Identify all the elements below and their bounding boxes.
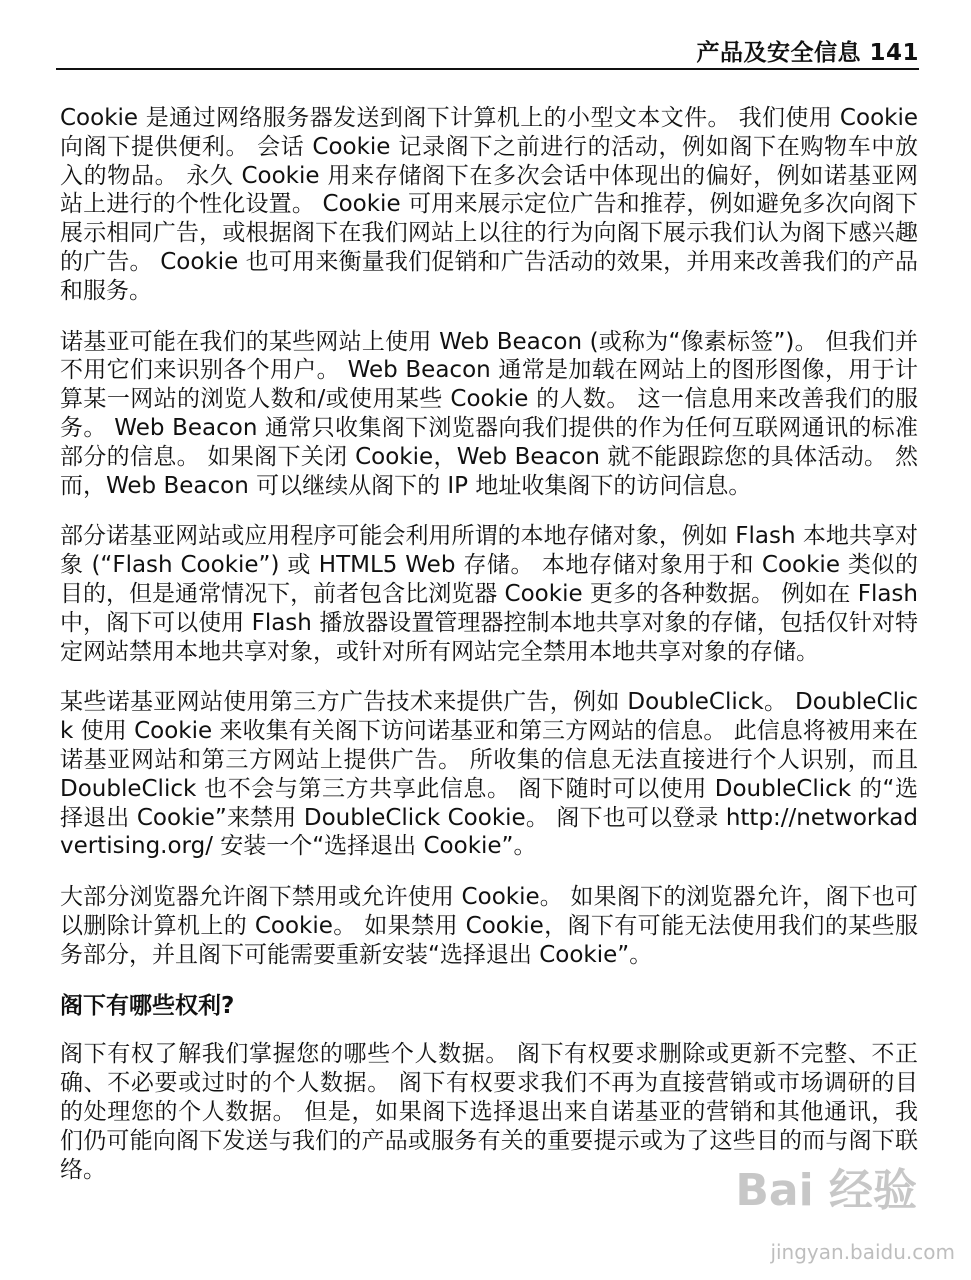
page-header-title: 产品及安全信息 141 [696,40,919,66]
page-header [56,34,919,70]
browser-settings-paragraph: 大部分浏览器允许阁下禁用或允许使用 Cookie。 如果阁下的浏览器允许，阁下也可以删除计算机上的 Cookie。 如果禁用 Cookie，阁下有可能无法使用我们的某些服务部分，并且阁下可能需要重新安装“选择退出 Cookie”。 [60,884,918,968]
page-body [60,104,918,1206]
cookie-paragraph: Cookie 是通过网络服务器发送到阁下计算机上的小型文本文件。 我们使用 Cookie 向阁下提供便利。 会话 Cookie 记录阁下之前进行的活动，例如阁下在购物车中放入的物品。 永久 Cookie 用来存储阁下在多次会话中体现出的偏好，例如诺基亚网站上进行的个性化设置。 Cookie 可用来展示定位广告和推荐，例如避免多次向阁下展示相同广告，或根据阁下在我们网站上以往的行为向阁下展示我们认为阁下感兴趣的广告。 Cookie 也可用来衡量我们促销和广告活动的效果，并用来改善我们的产品和服务。 [60,105,918,304]
local-storage-paragraph: 部分诺基亚网站或应用程序可能会利用所谓的本地存储对象，例如 Flash 本地共享对象 (“Flash Cookie”) 或 HTML5 Web 存储。 本地存储对象用于和 Cookie 类似的目的，但是通常情况下，前者包含比浏览器 Cookie 更多的各种数据。 例如在 Flash 中，阁下可以使用 Flash 播放器设置管理器控制本地共享对象的存储，包括仅针对特定网站禁用本地共享对象，或针对所有网站完全禁用本地共享对象的存储。 [60,523,918,665]
watermark-url: jingyan.baidu.com [770,1240,955,1264]
rights-paragraph: 阁下有权了解我们掌握您的哪些个人数据。 阁下有权要求删除或更新不完整、不正确、不必要或过时的个人数据。 阁下有权要求我们不再为直接营销或市场调研的目的处理您的个人数据。 但是，如果阁下选择退出来自诺基亚的营销和其他通讯，我们仍可能向阁下发送与我们的产品或服务有关的重要提示或为了这些目的而与阁下联络。 [60,1041,918,1183]
watermark-logo: Bai 经验 [735,1165,917,1216]
web-beacon-paragraph: 诺基亚可能在我们的某些网站上使用 Web Beacon (或称为“像素标签”)。 但我们并不用它们来识别各个用户。 Web Beacon 通常是加载在网站上的图形图像，用于计算某一网站的浏览人数和/或使用某些 Cookie 的人数。 这一信息用来改善我们的服务。 Web Beacon 通常只收集阁下浏览器向我们提供的作为任何互联网通讯的标准部分的信息。 如果阁下关闭 Cookie，Web Beacon 就不能跟踪您的具体活动。 然而，Web Beacon 可以继续从阁下的 IP 地址收集阁下的访问信息。 [60,328,918,499]
doubleclick-paragraph: 某些诺基亚网站使用第三方广告技术来提供广告，例如 DoubleClick。 DoubleClick 使用 Cookie 来收集有关阁下访问诺基亚和第三方网站的信息。 此信息将被用来在诺基亚网站和第三方网站上提供广告。 所收集的信息无法直接进行个人识别，而且 DoubleClick 也不会与第三方共享此信息。 阁下随时可以使用 DoubleClick 的“选择退出 Cookie”来禁用 DoubleClick Cookie。 阁下也可以登录 http://networkadvertising.org/ 安装一个“选择退出 Cookie”。 [60,689,918,860]
rights-heading: 阁下有哪些权利? [60,992,235,1019]
